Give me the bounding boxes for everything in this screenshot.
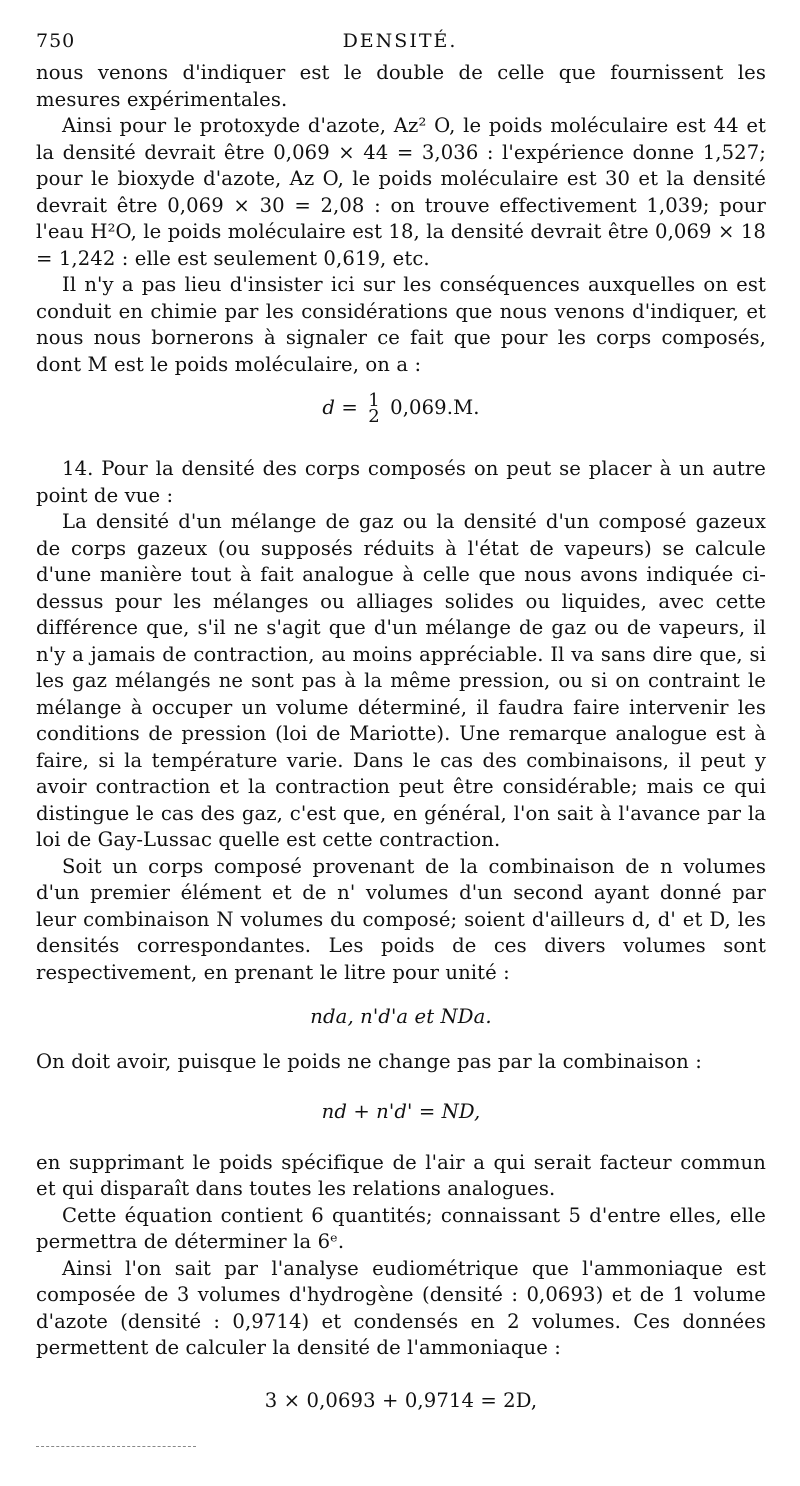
page-body — [36, 60, 766, 1414]
equation-text: nd + n'd' = ND, — [321, 1100, 481, 1123]
equation-density-molecular — [36, 386, 766, 430]
fraction-numerator: 1 — [368, 389, 380, 411]
running-title: DENSITÉ. — [342, 30, 458, 52]
equation-text: nda, n'd'a et NDa. — [310, 1005, 492, 1028]
page-number: 750 — [36, 30, 76, 52]
paragraph-gas-mixture: La densité d'un mélange de gaz ou la densité d'un composé gazeux de corps gazeux (ou supposés réduits à l'état de vapeurs) se calcule d'une manière tout à fait analogue à celle que nous avons indiquée ci-dessus pour les mélanges ou alliages solides ou liquides, avec cette différence que, s'il ne s'agit que d'un mélange de gaz ou de vapeurs, il n'y a jamais de contraction, au moins appréciable. Il va sans dire que, si les gaz mélangés ne sont pas à la même pression, ou si on contraint le mélange à occuper un volume déterminé, il faudra faire intervenir les conditions de pression (loi de Mariotte). Une remarque analogue est à faire, si la température varie. Dans le cas des combinaisons, il peut y avoir contraction et la contraction peut être considérable; mais ce qui distingue le cas des gaz, c'est que, en général, l'on sait à l'avance par la loi de Gay-Lussac quelle est cette contraction. — [36, 510, 766, 851]
paragraph-ammonia: Ainsi l'on sait par l'analyse eudiométrique que l'ammoniaque est composée de 3 volumes d'hydrogène (densité : 0,0693) et de 1 volume d'azote (densité : 0,9714) et condensés en 2 volumes. Ces données permettent de calculer la densité de l'ammoniaque : — [36, 1256, 766, 1359]
equation-weights — [36, 1004, 766, 1031]
fraction-denominator: 2 — [368, 405, 380, 427]
paragraph-specific-weight: en supprimant le poids spécifique de l'air a qui serait facteur commun et qui disparaît dans toutes les relations analogues. — [36, 1150, 766, 1200]
equation-lhs: d = — [322, 396, 358, 419]
section-heading-14: 14. Pour la densité des corps composés on peut se placer à un autre point de vue : — [36, 457, 766, 507]
paragraph-consequences: Il n'y a pas lieu d'insister ici sur les conséquences auxquelles on est conduit en chimie par les considérations que nous venons d'indiquer, et nous nous bornerons à signaler ce fait que pour les corps composés, dont M est le poids moléculaire, on a : — [36, 273, 766, 376]
equation-rhs: 0,069.M. — [390, 396, 480, 419]
paragraph-combination: Soit un corps composé provenant de la combinaison de n volumes d'un premier élément et de n' volumes d'un second ayant donné par leur combinaison N volumes du composé; soient d'ailleurs d, d' et D, les densités correspondantes. Les poids de ces divers volumes sont respectivement, en prenant le litre pour unité : — [36, 854, 766, 984]
equation-text: 3 × 0,0693 + 0,9714 = 2D, — [264, 1388, 538, 1412]
footer-rule — [36, 1446, 196, 1447]
paragraph-continuation: nous venons d'indiquer est le double de celle que fournissent les mesures expérimentales. — [36, 61, 766, 111]
equation-ammonia — [36, 1388, 766, 1415]
page-header — [36, 30, 764, 56]
fraction — [368, 389, 380, 427]
paragraph-six-quantities: Cette équation contient 6 quantités; connaissant 5 d'entre elles, elle permettra de déterminer la 6ᵉ. — [36, 1203, 766, 1253]
paragraph-examples: Ainsi pour le protoxyde d'azote, Az² O, le poids moléculaire est 44 et la densité devrait être 0,069 × 44 = 3,036 : l'expérience donne 1,527; pour le bioxyde d'azote, Az O, le poids moléculaire est 30 et la densité devrait être 0,069 × 30 = 2,08 : on trouve effectivement 1,039; pour l'eau H²O, le poids moléculaire est 18, la densité devrait être 0,069 × 18 = 1,242 : elle est seulement 0,619, etc. — [36, 114, 766, 270]
paragraph-weight-conservation: On doit avoir, puisque le poids ne change pas par la combinaison : — [36, 1049, 702, 1073]
equation-balance — [36, 1099, 766, 1126]
